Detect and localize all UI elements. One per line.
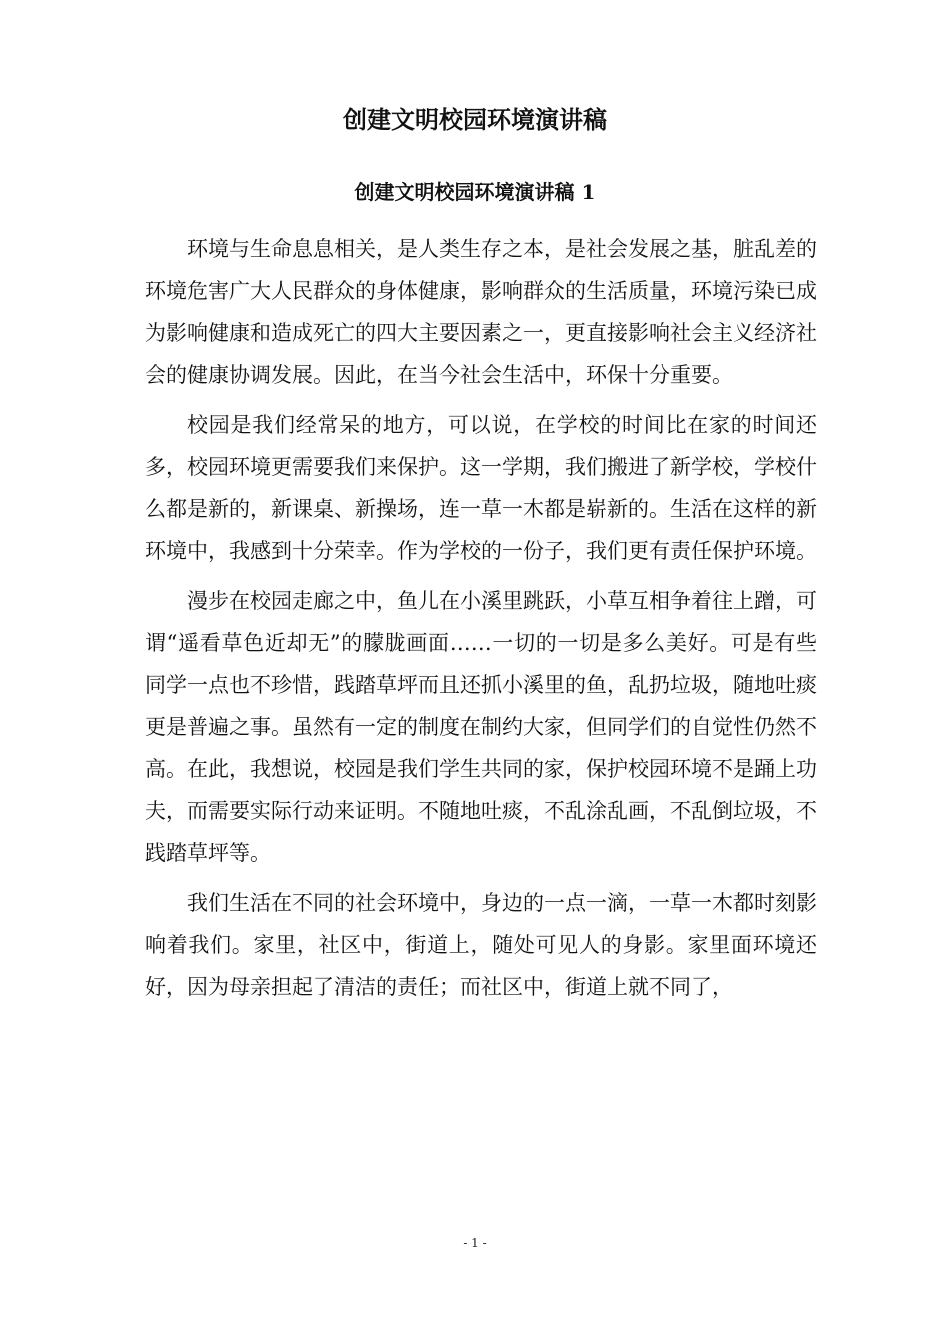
document-body bbox=[145, 228, 817, 1016]
section-title: 创建文明校园环境演讲稿 1 bbox=[354, 180, 596, 204]
paragraph: 校园是我们经常呆的地方，可以说，在学校的时间比在家的时间还多，校园环境更需要我们来保护。这一学期，我们搬进了新学校，学校什么都是新的，新课桌、新操场，连一草一木都是崭新的。生活在这样的新环境中，我感到十分荣幸。作为学校的一份子，我们更有责任保护环境。 bbox=[145, 413, 817, 563]
document-title: 创建文明校园环境演讲稿 bbox=[343, 105, 607, 134]
paragraph: 我们生活在不同的社会环境中，身边的一点一滴，一草一木都时刻影响着我们。家里，社区中，街道上，随处可见人的身影。家里面环境还好，因为母亲担起了清洁的责任；而社区中，街道上就不同了， bbox=[145, 891, 817, 999]
page-number: - 1 - bbox=[463, 1236, 487, 1250]
paragraph: 漫步在校园走廊之中，鱼儿在小溪里跳跃，小草互相争着往上蹭，可谓“遥看草色近却无”的朦胧画面……一切的一切是多么美好。可是有些同学一点也不珍惜，践踏草坪而且还抓小溪里的鱼，乱扔垃圾，随地吐痰更是普遍之事。虽然有一定的制度在制约大家，但同学们的自觉性仍然不高。在此，我想说，校园是我们学生共同的家，保护校园环境不是踊上功夫，而需要实际行动来证明。不随地吐痰，不乱涂乱画，不乱倒垃圾，不践踏草坪等。 bbox=[145, 589, 817, 865]
paragraph: 环境与生命息息相关，是人类生存之本，是社会发展之基，脏乱差的环境危害广大人民群众的身体健康，影响群众的生活质量，环境污染已成为影响健康和造成死亡的四大主要因素之一，更直接影响社会主义经济社会的健康协调发展。因此，在当今社会生活中，环保十分重要。 bbox=[145, 237, 817, 387]
